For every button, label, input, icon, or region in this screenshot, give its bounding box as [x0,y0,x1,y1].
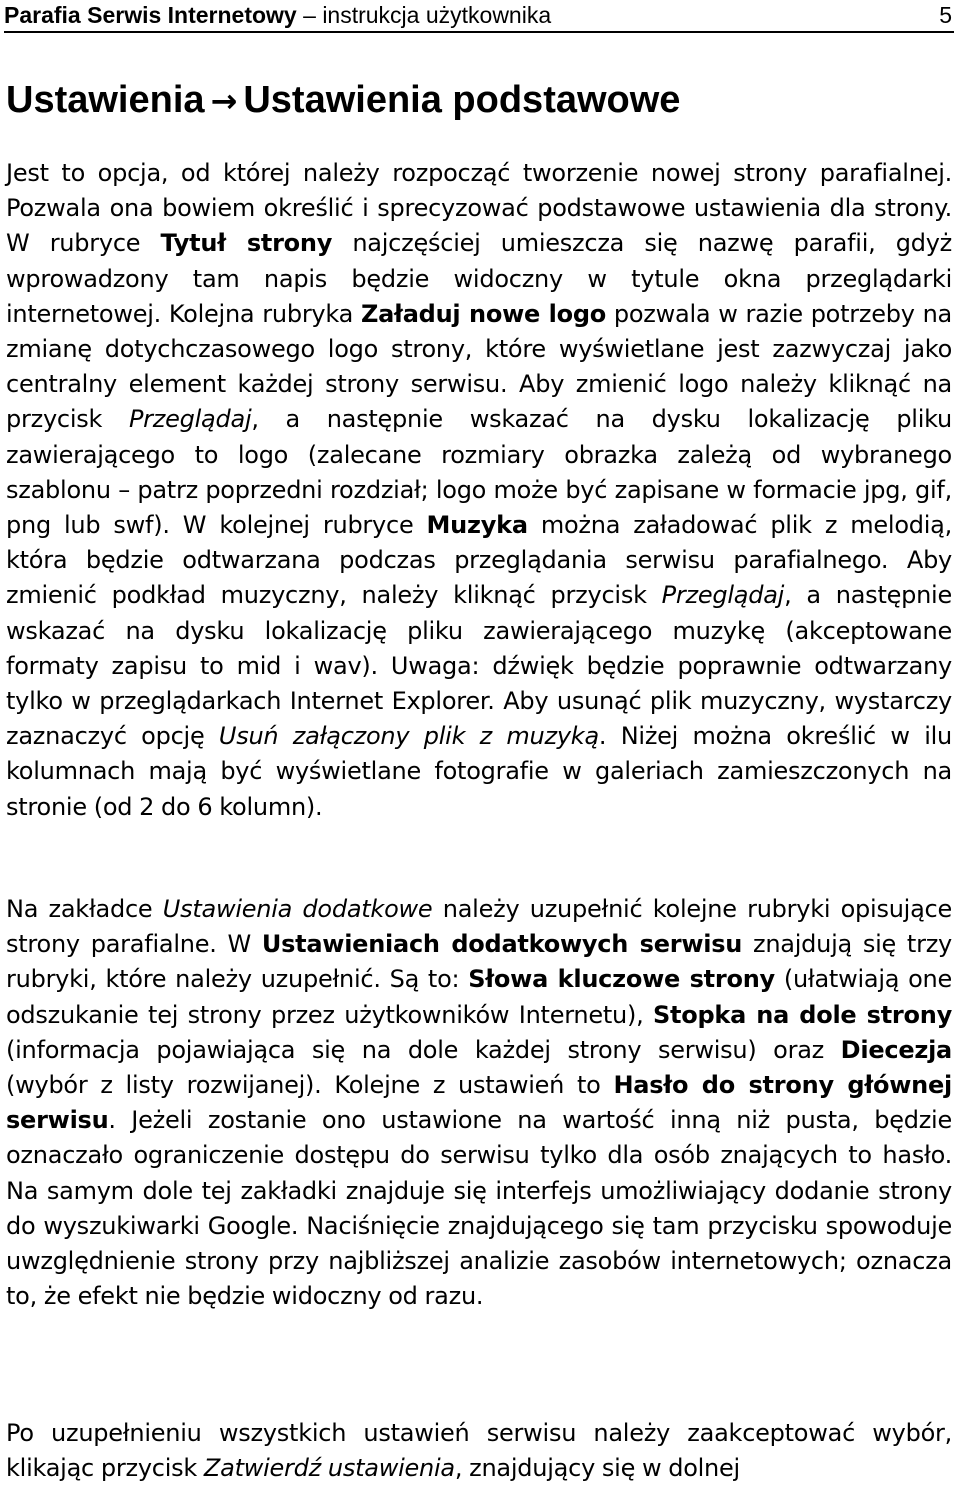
text-run: . Niżej można określić w ilu kolumnach mają być wyświetlane fotografie w galeriach zamieszczonych na stronie (od 2 do 6 kolumn). [6,722,952,821]
text-run: , znajdujący się w dolnej [454,1454,740,1483]
text-run: (informacja pojawiająca się na dole każdej strony serwisu) oraz [6,1035,841,1064]
page-header [4,0,954,33]
text-run: Jest to opcja, od której należy rozpocząć tworzenie nowej strony parafialnej. Pozwala ona bowiem określić i sprecyzować podstawowe ustawienia dla strony. W rubryce [6,159,952,258]
bold-term: Muzyka [426,511,528,540]
text-run: (ułatwiają one odszukanie tej strony przez użytkowników Internetu), [6,965,952,1029]
italic-term: Zatwierdź ustawienia [203,1454,455,1483]
bold-term: Hasło do strony głównej serwisu [6,1071,953,1135]
paragraph-basic-settings [6,156,952,825]
right-arrow-icon: → [210,82,238,120]
bold-term: Załaduj nowe logo [360,299,606,328]
section-title-right: Ustawienia podstawowe [243,79,681,121]
bold-term: Ustawieniach dodatkowych serwisu [261,930,743,959]
document-title: Parafia Serwis Internetowy [4,2,297,28]
section-title [6,74,680,127]
italic-term: Przeglądaj [128,405,252,434]
paragraph-additional-settings [6,892,952,1314]
text-run: najczęściej umieszcza się nazwę parafii, gdyż wprowadzony tam napis będzie widoczny w tytule okna przeglądarki internetowej. Kolejna rubryka [6,229,952,328]
bold-term: Tytuł strony [160,229,333,258]
text-run: można załadować plik z melodią, która będzie odtwarzana podczas przeglądania serwisu parafialnego. Aby zmienić podkład muzyczny, należy kliknąć przycisk [6,511,952,610]
text-run: , a następnie wskazać na dysku lokalizację pliku zawierającego to logo (zalecane rozmiary obrazka zależą od wybranego szablonu – patrz poprzedni rozdział; logo może być zapisane w formacie jpg, gif, png lub swf). W kolejnej rubryce [6,405,953,540]
italic-term: Ustawienia dodatkowe [162,895,433,923]
italic-term: Usuń załączony plik z muzyką [218,722,599,751]
text-run: (wybór z listy rozwijanej). Kolejne z ustawień to [6,1071,614,1100]
text-run: należy uzupełnić kolejne rubryki opisujące strony parafialne. W [6,895,953,959]
italic-term: Przeglądaj [661,581,785,610]
section-title-left: Ustawienia [6,79,205,121]
text-run: Na zakładce [6,895,163,923]
text-run: Po uzupełnieniu wszystkich ustawień serwisu należy zaakceptować wybór, klikając przycisk [6,1419,952,1483]
text-run: znajdują się trzy rubryki, które należy uzupełnić. Są to: [6,930,952,994]
title-separator: – [296,2,323,28]
bold-term: Diecezja [840,1035,952,1064]
text-run: . Jeżeli zostanie ono ustawione na wartość inną niż pusta, będzie oznaczało ograniczenie dostępu do serwisu tylko dla osób znających to hasło. Na samym dole tej zakładki znajduje się interfejs umożliwiający dodanie strony do wyszukiwarki Google. Naciśnięcie znajdującego się tam przycisku spowoduje uwzględnienie strony przy najbliższej analizie zasobów internetowych; oznacza to, że efekt nie będzie widoczny od razu. [6,1106,952,1311]
text-run: pozwala w razie potrzeby na zmianę dotychczasowego logo strony, które wyświetlane jest zazwyczaj jako centralny element każdej strony serwisu. Aby zmienić logo należy kliknąć na przycisk [6,299,952,434]
bold-term: Stopka na dole strony [653,1000,952,1029]
page-number: 5 [939,2,952,28]
bold-term: Słowa kluczowe strony [468,965,775,994]
paragraph-confirm-settings [6,1416,952,1486]
document-subtitle: instrukcja użytkownika [322,2,552,28]
text-run: , a następnie wskazać na dysku lokalizację pliku zawierającego muzykę (akceptowane formaty zapisu to mid i wav). Uwaga: dźwięk będzie poprawnie odtwarzany tylko w przeglądarkach Internet Explorer. Aby usunąć plik muzyczny, wystarczy zaznaczyć opcję [6,581,952,751]
